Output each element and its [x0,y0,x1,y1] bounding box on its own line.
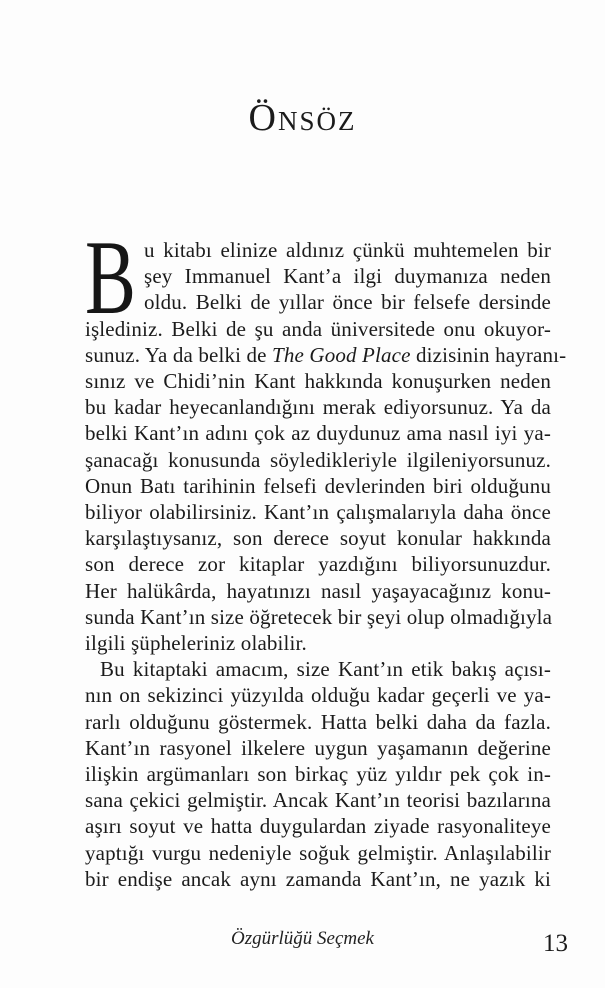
body-line: şanacağı konusunda söyledikleriyle ilgileniyorsunuz. [85,447,551,472]
body-line: son derece zor kitaplar yazdığını biliyorsunuzdur. [85,552,551,577]
body-line: yaptığı vurgu nedeniyle soğuk gelmiştir. Anlaşılabilir [85,840,551,865]
body-line: Onun Batı tarihinin felsefi devlerinden biri olduğunu [85,473,551,498]
body-line: oldu. Belki de yıllar önce bir felsefe dersinde [144,290,551,315]
body-line: bir endişe ancak aynı zamanda Kant’ın, ne yazık ki [85,866,551,891]
body-line: ilişkin argümanları son birkaç yüz yıldır pek çok in- [85,762,551,787]
body-line: sunda Kant’ın size öğretecek bir şeyi olup olmadığıyla [85,604,553,629]
body-line [85,342,567,368]
body-line: belki Kant’ın adını çok az duydunuz ama nasıl iyi ya- [85,421,551,446]
body-line: sana çekici gelmiştir. Ancak Kant’ın teorisi bazılarına [85,788,551,813]
body-line: karşılaştıysanız, son derece soyut konular hakkında [85,526,551,551]
body-line: sınız ve Chidi’nin Kant hakkında konuşurken neden [85,369,551,394]
body-line: ilgili şüpheleriniz olabilir. [85,631,307,656]
drop-cap: B [85,219,137,336]
body-line: Her halükârda, hayatınızı nasıl yaşayacağınız konu- [85,578,551,603]
book-series-title: The Good Place [272,342,411,367]
body-line: nın on sekizinci yüzyılda olduğu kadar geçerli ve ya- [85,683,551,708]
body-line: biliyor olabilirsiniz. Kant’ın çalışmalarıyla daha önce [85,500,551,525]
body-line-segment: dizisinin hayranı- [410,342,567,367]
body-line: şey Immanuel Kant’a ilgi duymanıza neden [144,264,551,289]
running-footer-book-title: Özgürlüğü Seçmek [231,928,374,949]
chapter-title: Önsöz [248,97,357,139]
page-body [85,219,567,892]
body-line: u kitabı elinize aldınız çünkü muhtemelen bir [144,238,551,262]
page-number: 13 [543,930,568,957]
body-line: işlediniz. Belki de şu anda üniversitede onu okuyor- [85,316,551,341]
body-line-segment: sunuz. Ya da belki de [85,342,273,367]
body-line: Kant’ın rasyonel ilkelere uygun yaşamanın değerine [85,735,551,760]
body-line: aşırı soyut ve hatta duygulardan ziyade rasyonaliteye [85,814,551,839]
body-line: rarlı olduğunu göstermek. Hatta belki daha da fazla. [85,709,551,734]
body-line: bu kadar heyecanlandığını merak ediyorsunuz. Ya da [85,395,551,420]
body-line: Bu kitaptaki amacım, size Kant’ın etik bakış açısı- [100,657,551,682]
